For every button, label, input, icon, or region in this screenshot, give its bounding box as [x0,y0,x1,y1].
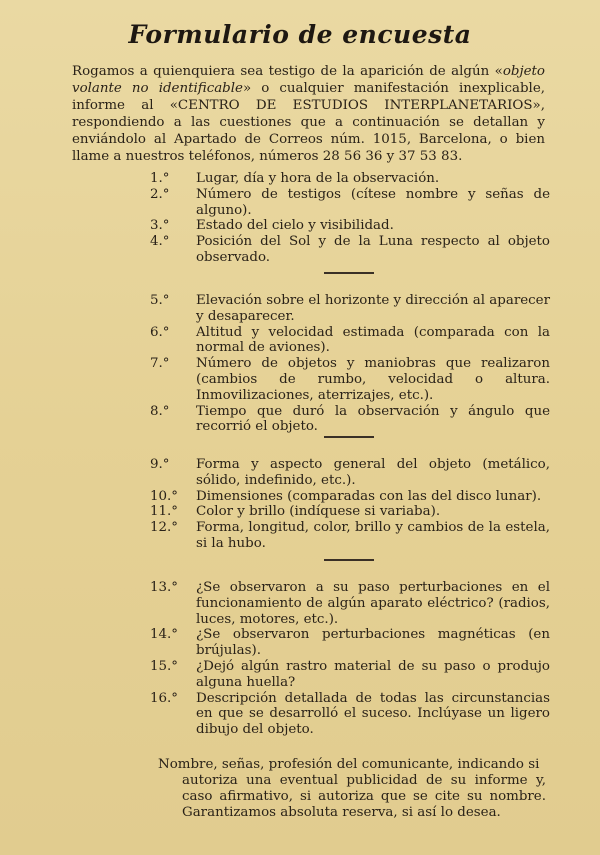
question-text: Lugar, día y hora de la observación. [196,171,440,186]
question-text: Forma y aspecto general del objeto (metálico, sólido, indefinido, etc.). [196,457,550,488]
question-text: Forma, longitud, color, brillo y cambios de la estela, si la hubo. [196,520,550,551]
question-number: 10.° [150,488,178,504]
question-text: ¿Dejó algún rastro material de su paso o produjo alguna huella? [196,658,550,690]
closing-paragraph [158,757,546,821]
question-item [150,457,550,489]
question-number: 14.° [150,627,178,643]
question-item [150,293,550,325]
question-item [150,404,550,436]
question-item [150,504,550,520]
question-number: 2.° [150,186,170,202]
question-group-3 [150,457,550,552]
question-item [150,627,550,659]
question-number: 13.° [150,580,178,595]
closing-continuation: autoriza una eventual publicidad de su informe y, caso afirmativo, si autoriza que se cite su nombre. Garantizamos absoluta reserva, si así lo desea. [182,773,546,820]
question-number: 9.° [150,457,170,472]
question-number: 8.° [150,403,170,419]
question-text: Altitud y velocidad estimada (comparada con la normal de aviones). [196,324,550,356]
question-item [150,171,550,187]
question-item [150,187,550,219]
question-text: Número de testigos (cítese nombre y señas de alguno). [196,186,550,218]
question-item [150,489,550,505]
question-number: 4.° [150,234,170,250]
question-item [150,580,550,627]
question-text: Posición del Sol y de la Luna respecto al objeto observado. [196,234,550,265]
question-number: 12.° [150,520,178,536]
question-text: Color y brillo (indíquese si variaba). [196,504,441,520]
question-text: ¿Se observaron perturbaciones magnéticas (en brújulas). [196,627,550,659]
section-divider [324,559,374,561]
question-text: Número de objetos y maniobras que realizaron (cambios de rumbo, velocidad o altura. Inmovilizaciones, aterrizajes, etc.). [196,356,550,403]
question-group-4 [150,580,550,738]
section-divider [324,436,374,438]
question-number: 5.° [150,293,170,308]
question-text: Tiempo que duró la observación y ángulo que recorrió el objeto. [196,403,550,435]
question-text: Estado del cielo y visibilidad. [196,218,394,234]
question-text: ¿Se observaron a su paso perturbaciones en el funcionamiento de algún aparato eléctrico? (radios, luces, motores, etc.). [196,580,550,627]
question-number: 15.° [150,658,178,674]
question-number: 3.° [150,218,170,234]
question-item [150,520,550,552]
question-group-1 [150,171,550,266]
question-text: Dimensiones (comparadas con las del disco lunar). [196,488,542,504]
question-item [150,691,550,738]
intro-text-end: » o cualquier manifestación inexplicable, informe al «CENTRO DE ESTUDIOS INTERPLANETARIOS», respondiendo a las cuestiones que a continuación se detallan y enviándolo al Apartado de Correos núm. 1015, Barcelona, o bien llame a nuestros teléfonos, números 28 56 36 y 37 53 83. [72,81,545,164]
question-number: 7.° [150,356,170,372]
intro-text-start: Rogamos a quienquiera sea testigo de la aparición de algún « [72,64,503,79]
question-text: Elevación sobre el horizonte y dirección al aparecer y desaparecer. [196,293,550,324]
question-item [150,218,550,234]
section-divider [324,272,374,274]
question-text: Descripción detallada de todas las circunstancias en que se desarrolló el suceso. Inclúyase un ligero dibujo del objeto. [196,690,550,738]
intro-text-italic: objeto volante no identificable [72,64,545,96]
question-number: 16.° [150,690,178,706]
question-group-2 [150,293,550,435]
question-item [150,356,550,403]
question-number: 11.° [150,504,178,520]
question-item [150,234,550,266]
closing-line-1: Nombre, señas, profesión del comunicante, indicando si [158,757,540,772]
intro-paragraph [72,63,545,165]
question-item [150,325,550,357]
page-title: Formulario de encuesta [128,20,472,49]
question-number: 6.° [150,324,170,340]
question-item [150,659,550,691]
question-number: 1.° [150,171,170,186]
